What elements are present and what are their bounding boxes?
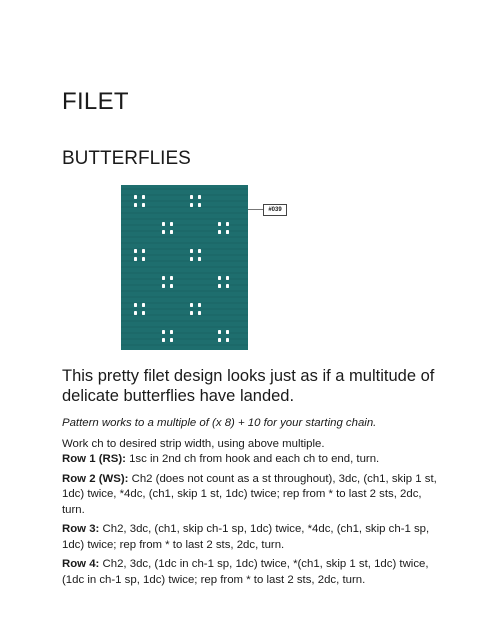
filet-hole [134,257,137,261]
filet-hole [134,311,137,315]
filet-hole [162,222,165,226]
filet-hole [226,230,229,234]
swatch-code: #039 [263,204,287,216]
filet-hole [142,203,145,207]
filet-hole [226,222,229,226]
filet-hole [198,257,201,261]
filet-hole [162,276,165,280]
filet-hole [134,195,137,199]
row-label: Row 4: [62,558,100,570]
filet-hole [142,311,145,315]
filet-hole [170,276,173,280]
row-text: Ch2, 3dc, (1dc in ch-1 sp, 1dc) twice, *(ch1, skip 1 st, 1dc) twice, (1dc in ch-1 sp, 1dc) twice; rep from * to last 2 sts, 2dc, turn. [62,558,429,586]
filet-hole [198,195,201,199]
filet-hole [134,249,137,253]
crochet-swatch-image [121,185,248,350]
filet-hole [170,222,173,226]
row-label: Row 1 (RS): [62,453,126,465]
filet-hole [170,230,173,234]
row-label: Row 2 (WS): [62,472,129,485]
row-4 [62,557,444,588]
filet-hole [162,338,165,342]
filet-hole [218,276,221,280]
filet-hole [226,330,229,334]
filet-hole [218,222,221,226]
filet-hole [142,257,145,261]
filet-hole [190,257,193,261]
filet-hole [170,284,173,288]
filet-hole [190,249,193,253]
filet-hole [226,338,229,342]
filet-hole [218,330,221,334]
filet-hole [218,338,221,342]
row-text: Ch2, 3dc, (ch1, skip ch-1 sp, 1dc) twice, *4dc, (ch1, skip ch-1 sp, 1dc) twice; rep from * to last 2 sts, 2dc, turn. [62,523,430,551]
filet-hole [170,330,173,334]
filet-hole [218,230,221,234]
filet-hole [198,203,201,207]
swatch-fabric [121,185,248,350]
code-leader-line [248,209,263,210]
filet-hole [198,303,201,307]
filet-hole [198,311,201,315]
filet-hole [190,311,193,315]
filet-hole [198,249,201,253]
pattern-description: This pretty filet design looks just as if a multitude of delicate butterflies have landed. [62,367,435,405]
filet-hole [226,284,229,288]
filet-hole [134,303,137,307]
filet-hole [134,203,137,207]
filet-hole [190,195,193,199]
row-2 [62,472,444,519]
pattern-instructions [62,416,444,592]
pattern-name: BUTTERFLIES [62,148,191,169]
filet-hole [218,284,221,288]
row-text: Ch2 (does not count as a st throughout), 3dc, (ch1, skip 1 st, 1dc) twice, *4dc, (ch1, skip 1 st, 1dc) twice; rep from * to last 2 sts, 2dc, turn. [62,472,437,516]
row-text: 1sc in 2nd ch from hook and each ch to end, turn. [125,453,380,465]
filet-hole [142,195,145,199]
filet-hole [226,276,229,280]
page-title: FILET [62,88,129,115]
filet-hole [162,284,165,288]
filet-hole [190,203,193,207]
row-1 [62,452,444,468]
filet-hole [190,303,193,307]
filet-hole [162,330,165,334]
pattern-intro: Work ch to desired strip width, using above multiple. [62,437,325,450]
filet-hole [142,303,145,307]
pattern-multiple-note: Pattern works to a multiple of (x 8) + 10 for your starting chain. [62,417,377,429]
filet-hole [162,230,165,234]
row-label: Row 3: [62,523,100,535]
row-3 [62,522,444,553]
filet-hole [142,249,145,253]
filet-hole [170,338,173,342]
